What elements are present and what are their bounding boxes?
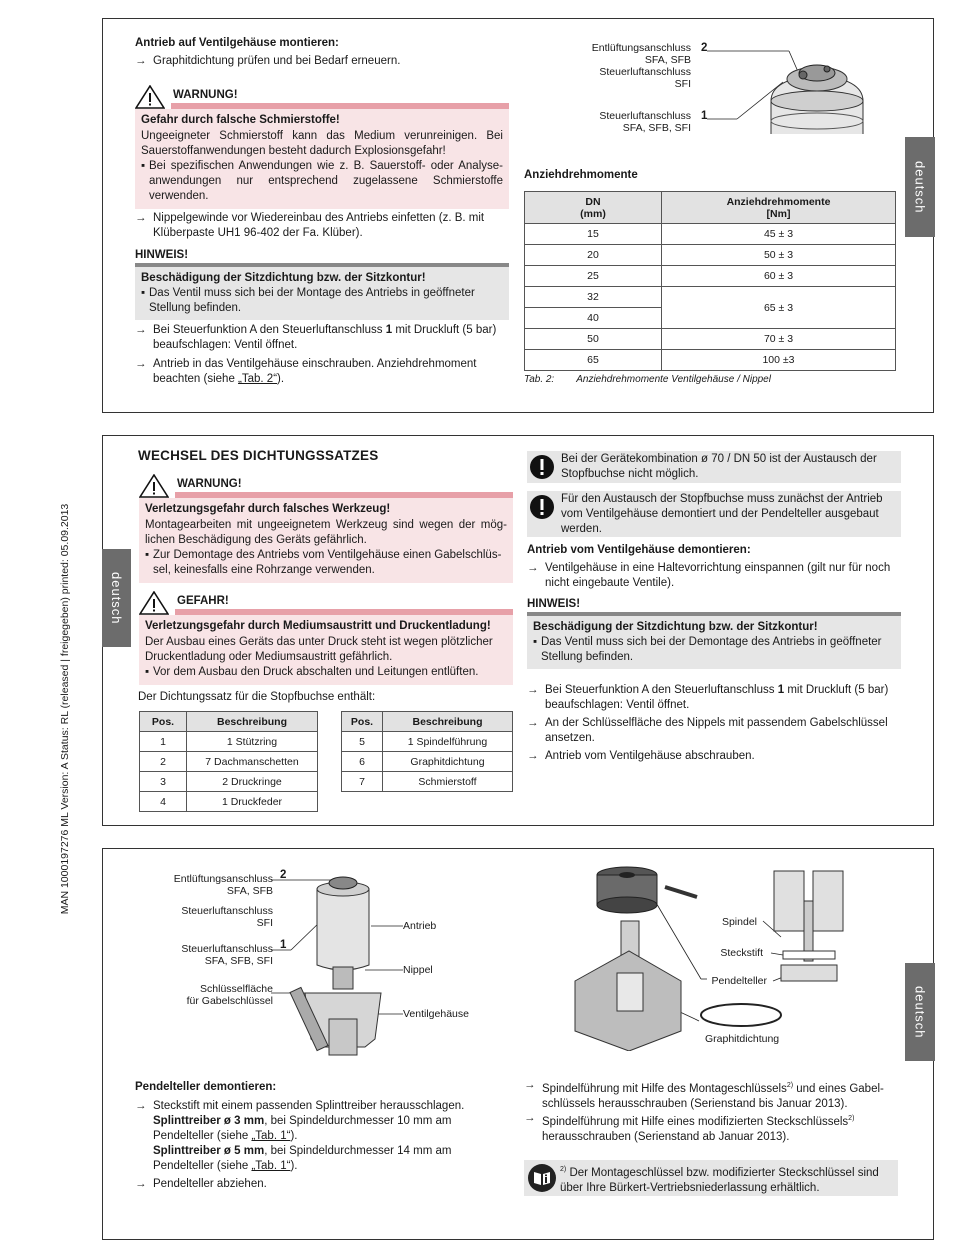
warning-lubricant bbox=[135, 83, 509, 209]
warning-title: Gefahr durch falsche Schmierstoffe! bbox=[141, 114, 340, 126]
warning-text: Ungeeigneter Schmierstoff kann das Medium verunreinigen. Bei Sauerstoffanwendungen besteht dadurch Explosionsgefahr! bbox=[141, 130, 503, 157]
table-row: 3 2 Druckringe bbox=[140, 772, 318, 792]
language-tab: deutsch bbox=[905, 963, 935, 1061]
callout-2: 2 bbox=[280, 869, 287, 881]
step-guide-tool: → Spindelführung mit Hilfe des Montageschlüssels$^{2)}$ und eines Gabelschlüssels herausschrauben (Serienstand bis Januar 2013). bbox=[524, 1079, 884, 1110]
callout-1: 1 bbox=[280, 939, 287, 951]
label-valve-body: Ventilgehäuse bbox=[403, 1008, 469, 1020]
warning-triangle-icon bbox=[139, 591, 169, 615]
tab2-link[interactable]: „Tab. 2“ bbox=[238, 373, 278, 385]
label-wrench-flat: Schlüsselfläche für Gabelschlüssel bbox=[186, 983, 273, 1007]
torque-table: DN (mm) Anziehdrehmomente [Nm] 15 45 ± 3 20 50 ± 3 25 60 ± 3 32 65 ± 3 40 50 70 ± 3 65 100 ±3 bbox=[524, 191, 896, 371]
th-dn: DN bbox=[585, 195, 601, 208]
label-graphite: Graphitdichtung bbox=[705, 1033, 780, 1045]
note-title: Beschädigung der Sitzdichtung bzw. der Sitzkontur! bbox=[141, 272, 426, 284]
mount-title: Antrieb auf Ventilgehäuse montieren: bbox=[135, 37, 339, 49]
step-screw-in: → Antrieb in das Ventilgehäuse einschrauben. Anziehdrehmoment beachten (siehe „Tab. 2“). bbox=[135, 358, 477, 385]
section-heading: WECHSEL DES DICHTUNGSSATZES bbox=[138, 448, 379, 463]
warning-tool: WARNUNG! Verletzungsgefahr durch falsches Werkzeug! Montagearbeiten mit ungeeignetem Werkzeug sind wegen der möglichen Beschädigung des Geräts gefährlich. ▪ Zur Demontage des Antriebs vom Ventilgehäuse einen Gabelschlüssel, keinesfalls eine Rohrzange verwenden. bbox=[139, 472, 513, 583]
step-guide-socket: → Spindelführung mit Hilfe eines modifizierten Steckschlüssels$^{2)}$ herausschrauben (Serienstand ab Januar 2013). bbox=[524, 1112, 855, 1143]
tab1-link[interactable]: „Tab. 1“ bbox=[251, 1130, 291, 1142]
dismount-title: Antrieb vom Ventilgehäuse demontieren: bbox=[527, 544, 751, 556]
table-row: 65 100 ±3 bbox=[525, 350, 896, 371]
label-nipple: Nippel bbox=[403, 964, 433, 976]
label-drive: Antrieb bbox=[403, 920, 437, 932]
warning-triangle-icon bbox=[135, 85, 165, 109]
label-spindle: Spindel bbox=[721, 916, 757, 928]
callout-1: 1 bbox=[701, 110, 708, 122]
actuator-top-illustration bbox=[699, 39, 879, 139]
info-prerequisite: Für den Austausch der Stopfbuchse muss zunächst der Antrieb vom Ventilgehäuse demontiert und der Pendelteller ausgebaut werden. bbox=[527, 491, 901, 537]
table-row: 20 50 ± 3 bbox=[525, 245, 896, 266]
step-knock-pin: → Steckstift mit einem passenden Splinttreiber herausschlagen. Splinttreiber ø 3 mm, bei Spindeldurchmesser 10 mm am Pendelteller (siehe „Tab. 1“). Splinttreiber ø 5 mm, bei Spindeldurchmesser 14 mm am Pendelteller (siehe „Tab. 1“). bbox=[135, 1100, 465, 1172]
label-pin: Steckstift bbox=[720, 947, 763, 959]
exclamation-icon bbox=[529, 454, 555, 480]
table-row: 40 bbox=[525, 308, 896, 329]
arrow-icon: → bbox=[135, 324, 147, 336]
arrow-icon: → bbox=[527, 562, 539, 574]
table-row: 1 1 Stützring bbox=[140, 732, 318, 752]
label-control-port: Steuerluftanschluss SFA, SFB, SFI bbox=[181, 943, 273, 967]
kit-table-left: Pos. Beschreibung 1 1 Stützring 2 7 Dachmanschetten 3 2 Druckringe 4 1 Druckfeder bbox=[139, 711, 318, 812]
note-label: HINWEIS! bbox=[135, 249, 509, 267]
step-control-air: → Bei Steuerfunktion A den Steuerluftanschluss 1 mit Druckluft (5 bar) beaufschlagen: Ventil öffnet. bbox=[135, 324, 497, 351]
language-tab: deutsch bbox=[905, 137, 935, 237]
note-seat-dismount: HINWEIS! Beschädigung der Sitzdichtung bzw. der Sitzkontur! ▪ Das Ventil muss sich bei der Demontage des Antriebs in geöffneter Stellung befinden. bbox=[527, 598, 901, 669]
step-check-graphite: → Graphitdichtung prüfen und bei Bedarf erneuern. bbox=[135, 55, 401, 67]
torque-title: Anziehdrehmomente bbox=[524, 169, 638, 181]
arrow-icon: → bbox=[527, 717, 539, 729]
panel-mount-drive bbox=[102, 18, 934, 413]
table-row: 50 70 ± 3 bbox=[525, 329, 896, 350]
kit-table-right: Pos. Beschreibung 5 1 Spindelführung 6 Graphitdichtung 7 Schmierstoff bbox=[341, 711, 513, 792]
panel-seal-kit bbox=[102, 435, 934, 826]
language-tab: deutsch bbox=[102, 549, 131, 647]
table-row: 32 65 ± 3 bbox=[525, 287, 896, 308]
note-bullet: ▪ Das Ventil muss sich bei der Montage des Antriebs in geöffneter Stellung befinden. bbox=[141, 287, 475, 314]
valve-assembly-illustration bbox=[271, 869, 403, 1069]
note-seat bbox=[135, 249, 509, 320]
arrow-icon: → bbox=[135, 358, 147, 370]
table-row: 2 7 Dachmanschetten bbox=[140, 752, 318, 772]
label-control-port: Steuerluftanschluss SFA, SFB, SFI bbox=[599, 110, 691, 134]
danger-pressure: GEFAHR! Verletzungsgefahr durch Mediumsaustritt und Druckentladung! Der Ausbau eines Geräts das unter Druck steht ist wegen plötzlicher Druckentladung oder Mediumsaustritt gefährlich. ▪ Vor dem Ausbau den Druck abschalten und Leitungen entlüften. bbox=[139, 589, 513, 685]
step-unscrew: → Antrieb vom Ventilgehäuse abschrauben. bbox=[527, 750, 755, 762]
step-hold-body: → Ventilgehäuse in eine Haltevorrichtung einspannen (gilt nur für noch nicht eingebaute Ventile). bbox=[527, 562, 891, 589]
panel-remove-plate bbox=[102, 848, 934, 1240]
manual-book-icon bbox=[527, 1163, 557, 1193]
callout-2: 2 bbox=[701, 42, 708, 54]
table-row: 25 60 ± 3 bbox=[525, 266, 896, 287]
label-vent-port: Entlüftungsanschluss SFA, SFB Steuerluftanschluss SFI bbox=[591, 42, 691, 90]
warning-bullet: ▪ Bei spezifischen Anwendungen wie z. B. Sauerstoff- oder Analyseanwendungen nur entsprechend zugelassene Schmierstoffe verwenden. bbox=[141, 160, 503, 202]
step-control-air: → Bei Steuerfunktion A den Steuerluftanschluss 1 mit Druckluft (5 bar) beaufschlagen: Ventil öffnet. bbox=[527, 684, 889, 711]
exclamation-icon bbox=[529, 494, 555, 520]
table-row: 6 Graphitdichtung bbox=[342, 752, 513, 772]
label-vent-port: Entlüftungsanschluss SFA, SFB bbox=[173, 873, 273, 897]
label-plate: Pendelteller bbox=[711, 975, 767, 987]
step-wrench: → An der Schlüsselfläche des Nippels mit passendem Gabelschlüssel ansetzen. bbox=[527, 717, 888, 744]
footnote-box: $^{2)}$ Der Montageschlüssel bzw. modifizierter Steckschlüssel sind über Ihre Bürkert-Vertriebsniederlassung erhältlich. bbox=[524, 1160, 898, 1196]
table-row: 15 45 ± 3 bbox=[525, 224, 896, 245]
plate-title: Pendelteller demontieren: bbox=[135, 1081, 277, 1093]
kit-intro: Der Dichtungssatz für die Stopfbuchse enthält: bbox=[138, 691, 376, 703]
table-row: 4 1 Druckfeder bbox=[140, 792, 318, 812]
step-grease-nipple: → Nippelgewinde vor Wiedereinbau des Antriebs einfetten (z. B. mit Klüberpaste UH1 96-402 der Fa. Klüber). bbox=[135, 212, 485, 239]
info-combination: Bei der Gerätekombination ø 70 / DN 50 ist der Austausch der Stopfbuchse nicht möglich. bbox=[527, 451, 901, 483]
th-torque: Anziehdrehmomente bbox=[726, 195, 831, 208]
arrow-icon: → bbox=[135, 55, 147, 67]
warning-triangle-icon bbox=[139, 474, 169, 498]
step-pull-plate: → Pendelteller abziehen. bbox=[135, 1178, 267, 1190]
table-row: 5 1 Spindelführung bbox=[342, 732, 513, 752]
document-side-metadata: MAN 1000197276 ML Version: A Status: RL (released | freigegeben) printed: 05.09.2013 bbox=[59, 503, 71, 915]
tab1-link[interactable]: „Tab. 1“ bbox=[251, 1160, 291, 1172]
arrow-icon: → bbox=[135, 1100, 147, 1112]
arrow-icon: → bbox=[135, 212, 147, 224]
arrow-icon: → bbox=[527, 684, 539, 696]
arrow-icon: → bbox=[527, 750, 539, 762]
label-sfi-port: Steuerluftanschluss SFI bbox=[181, 905, 273, 929]
table-caption: Tab. 2: Anziehdrehmomente Ventilgehäuse / Nippel bbox=[524, 374, 771, 385]
arrow-icon: → bbox=[524, 1112, 536, 1124]
table-row: 7 Schmierstoff bbox=[342, 772, 513, 792]
arrow-icon: → bbox=[524, 1079, 536, 1091]
arrow-icon: → bbox=[135, 1178, 147, 1190]
warning-label: WARNUNG! bbox=[171, 87, 509, 109]
